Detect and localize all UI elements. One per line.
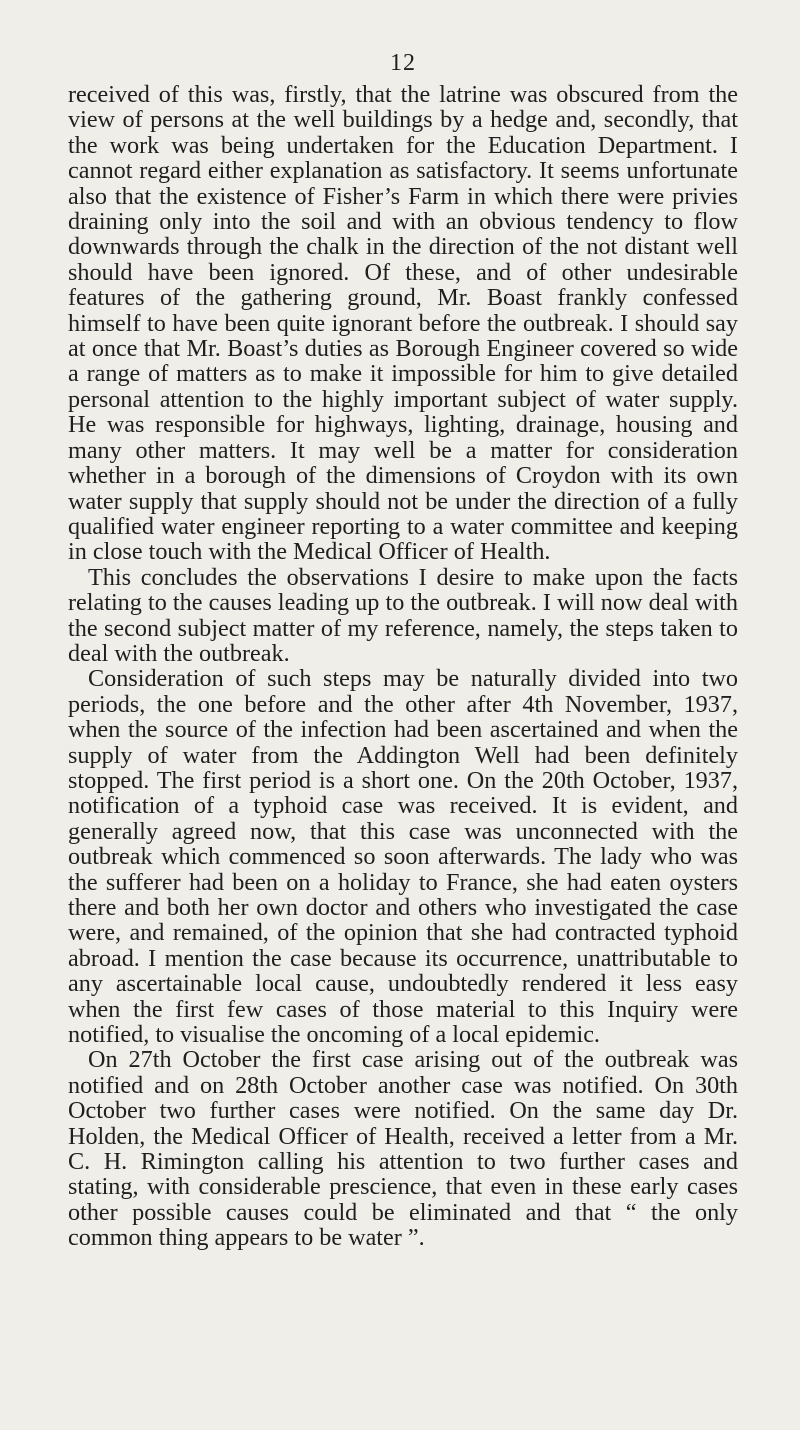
page-number: 12 [390,50,416,76]
body-text [68,82,738,1251]
paragraph-two-periods: Consideration of such steps may be naturally divided into two periods, the one before and the other after 4th November, 1937, when the source of the infection had been ascertained and when the supply of water from the Addington Well had been definitely stopped. The first period is a short one. On the 20th October, 1937, notification of a typhoid case was received. It is evident, and generally agreed now, that this case was unconnected with the outbreak which commenced so soon afterwards. The lady who was the sufferer had been on a holiday to France, she had eaten oysters there and both her own doctor and others who investigated the case were, and remained, of the opinion that she had contracted typhoid abroad. I mention the case because its occurrence, unattributable to any ascertainable local cause, undoubtedly rendered it less easy when the first few cases of those material to this Inquiry were notified, to visualise the oncoming of a local epidemic. [68,665,738,1049]
paragraph-first-cases-notified: On 27th October the first case arising out of the outbreak was notified and on 28th October another case was notified. On 30th October two further cases were notified. On the same day Dr. Holden, the Medical Officer of Health, received a letter from a Mr. C. H. Rimington calling his attention to two further cases and stating, with considerable prescience, that even in these early cases other possible causes could be eliminated and that “ the only common thing appears to be water ”. [68,1046,738,1252]
paragraph-concluding-observations: This concludes the observations I desire to make upon the facts relating to the causes leading up to the outbreak. I will now deal with the second subject matter of my reference, namely, the steps taken to deal with the outbreak. [68,563,738,667]
paragraph-latrine-and-supervision: received of this was, firstly, that the latrine was obscured from the view of persons at the well buildings by a hedge and, secondly, that the work was being undertaken for the Education Department. I cannot regard either explanation as satisfactory. It seems unfortunate also that the existence of Fisher’s Farm in which there were privies draining only into the soil and with an obvious tendency to flow downwards through the chalk in the direction of the not distant well should have been ignored. Of these, and of other undesirable features of the gathering ground, Mr. Boast frankly confessed himself to have been quite ignorant before the outbreak. I should say at once that Mr. Boast’s duties as Borough Engineer covered so wide a range of matters as to make it impossible for him to give detailed personal attention to the highly important subject of water supply. He was responsible for highways, lighting, drainage, housing and many other matters. It may well be a matter for consideration whether in a borough of the dimensions of Croydon with its own water supply that supply should not be under the direction of a fully qualified water engineer reporting to a water committee and keeping in close touch with the Medical Officer of Health. [68,81,738,566]
